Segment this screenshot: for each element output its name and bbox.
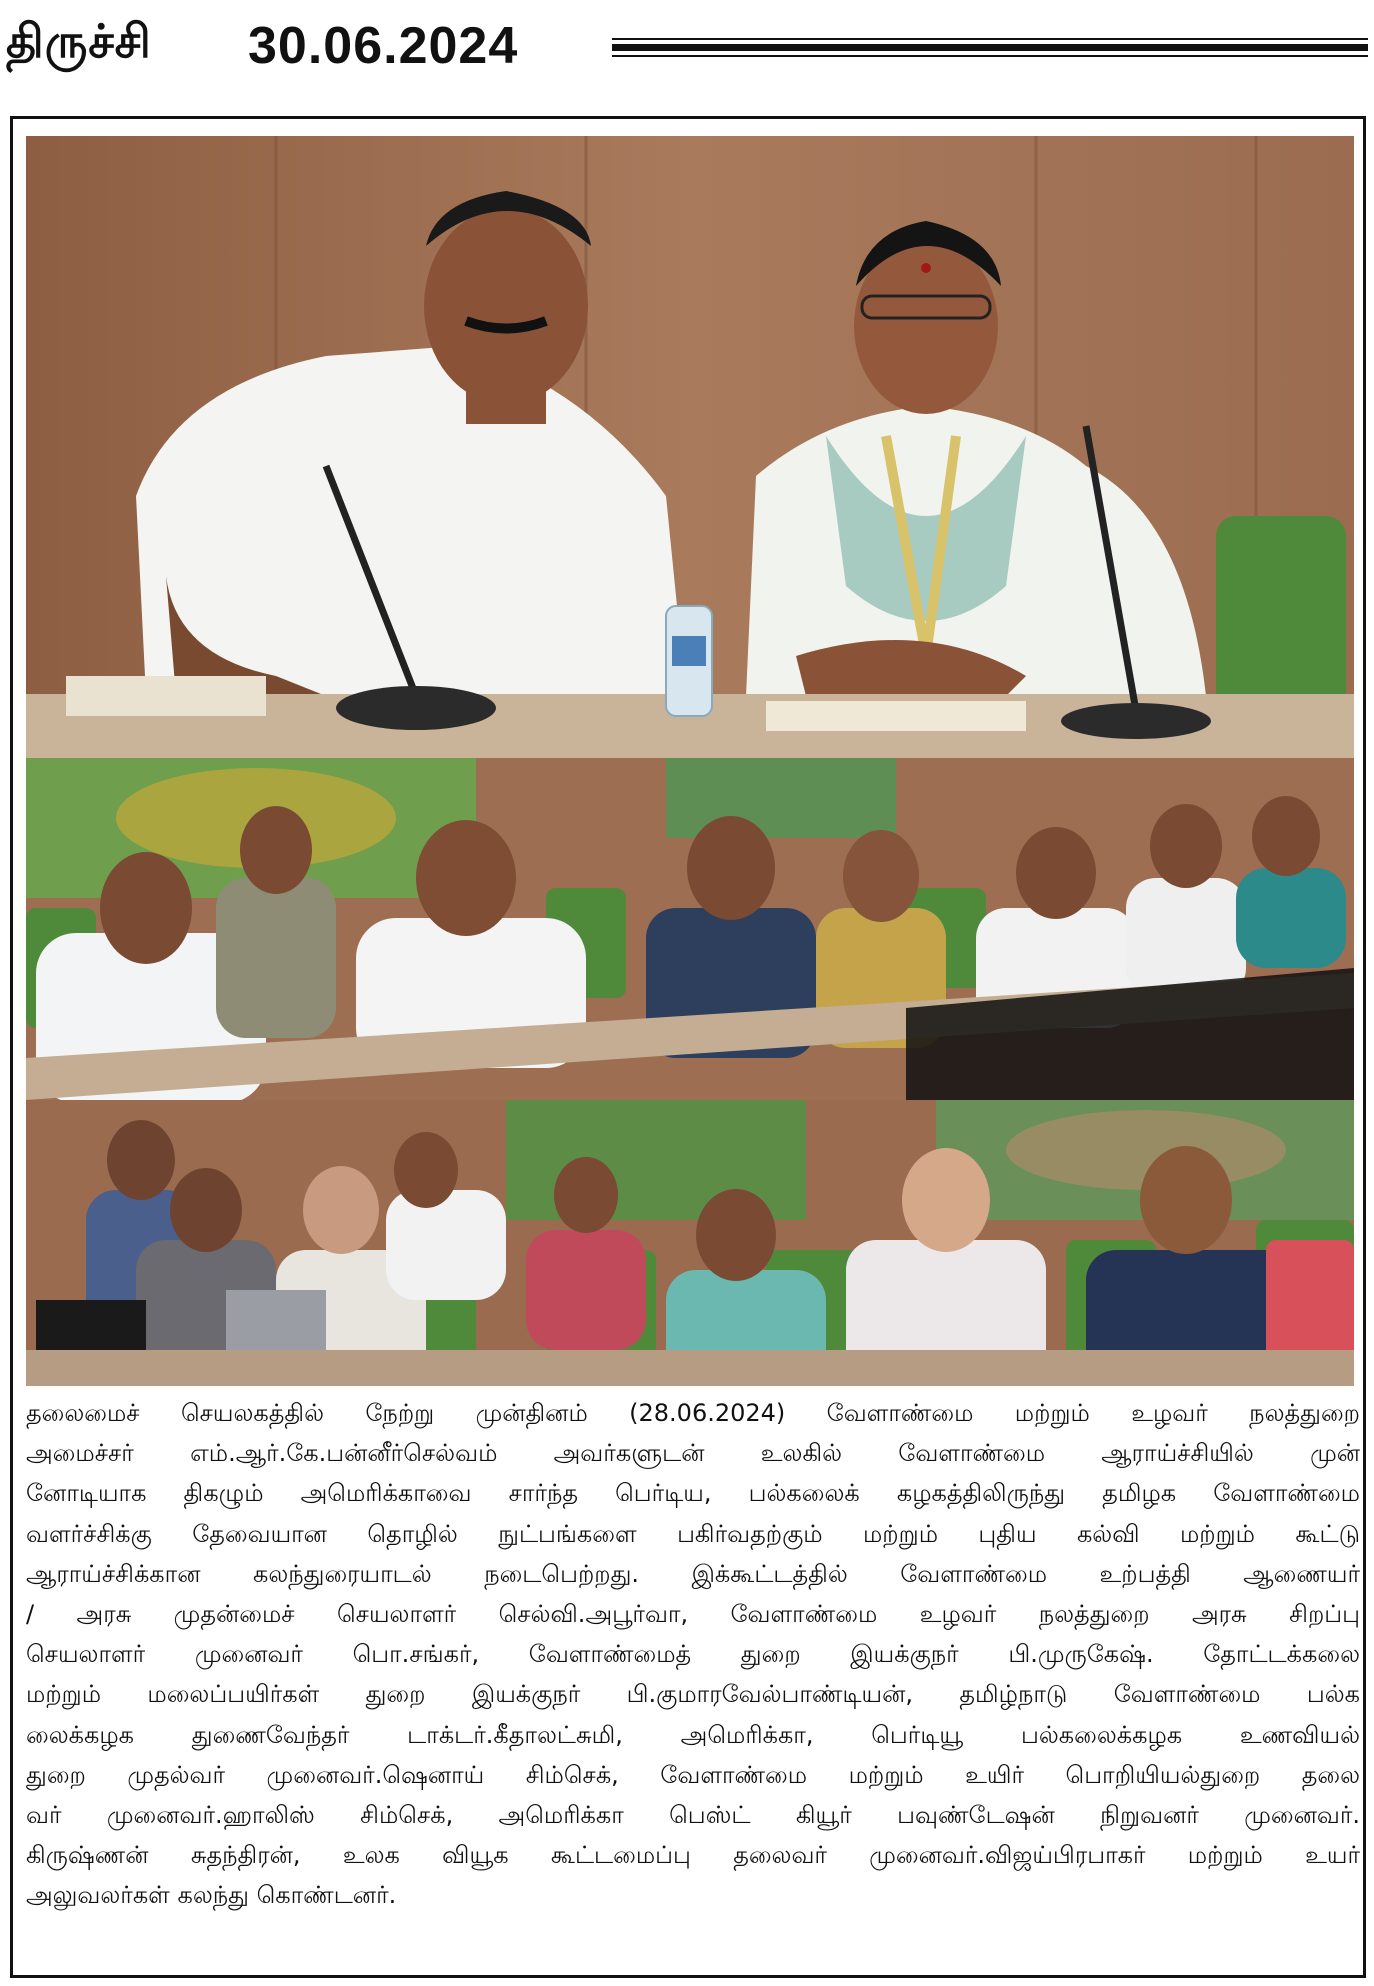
caption-line: / அரசு முதன்மைச் செயலாளர் செல்வி.அபூர்வா, வேளாண்மை உழவர் நலத்துறை அரசு சிறப்பு [26, 1599, 1360, 1628]
caption-line: னோடியாக திகழும் அமெரிக்காவை சார்ந்த பெர்டிய, பல்கலைக் கழகத்திலிருந்து தமிழக வேளாண்மை [26, 1479, 1360, 1508]
caption-line: மற்றும் மலைப்பயிர்கள் துறை இயக்குநர் பி.குமாரவேல்பாண்டியன், தமிழ்நாடு வேளாண்மை பல்க [26, 1680, 1360, 1709]
edition-date: 30.06.2024 [248, 17, 519, 75]
meeting-photo-ministers-icon [26, 136, 1354, 758]
caption-line: ஆராய்ச்சிக்கான கலந்துரையாடல் நடைபெற்றது. இக்கூட்டத்தில் வேளாண்மை உற்பத்தி ஆணையர் [26, 1559, 1360, 1588]
caption-line: வர் முனைவர்.ஹாலிஸ் சிம்செக், அமெரிக்கா பெஸ்ட் கியூர் பவுண்டேஷன் நிறுவனர் முனைவர். [26, 1800, 1360, 1829]
header-rule [612, 38, 1368, 40]
meeting-photo-delegates-icon [26, 1100, 1354, 1386]
caption-line: அலுவலர்கள் கலந்து கொண்டனர். [26, 1881, 397, 1910]
header-rule [612, 55, 1368, 57]
meeting-photo-officials-icon [26, 758, 1354, 1100]
caption-line: தலைமைச் செயலகத்தில் நேற்று முன்தினம் (28.06.2024) வேளாண்மை மற்றும் உழவர் நலத்துறை [26, 1399, 1360, 1427]
header-rule [612, 44, 1368, 51]
caption-line: லைக்கழக துணைவேந்தர் டாக்டர்.கீதாலட்சுமி, அமெரிக்கா, பெர்டியூ பல்கலைக்கழக உணவியல் [26, 1720, 1360, 1749]
caption-line: துறை முதல்வர் முனைவர்.ஷெனாய் சிம்செக், வேளாண்மை மற்றும் உயிர் பொறியியல்துறை தலை [26, 1760, 1360, 1789]
caption-line: அமைச்சர் எம்.ஆர்.கே.பன்னீர்செல்வம் அவர்களுடன் உலகில் வேளாண்மை ஆராய்ச்சியில் முன் [26, 1439, 1360, 1468]
photo-ministers [26, 136, 1354, 758]
page-header [0, 0, 1374, 100]
caption-line: கிருஷ்ணன் சுதந்திரன், உலக வியூக கூட்டமைப்பு தலைவர் முனைவர்.விஜய்பிரபாகர் மற்றும் உயர் [26, 1841, 1360, 1870]
article-caption [26, 1393, 1360, 1915]
edition-city: திருச்சி [6, 14, 152, 68]
photo-officials [26, 758, 1354, 1100]
photo-delegates [26, 1100, 1354, 1386]
caption-line: செயலாளர் முனைவர் பொ.சங்கர், வேளாண்மைத் துறை இயக்குநர் பி.முருகேஷ். தோட்டக்கலை [26, 1640, 1360, 1669]
caption-line: வளர்ச்சிக்கு தேவையான தொழில் நுட்பங்களை பகிர்வதற்கும் மற்றும் புதிய கல்வி மற்றும் கூட்டு [26, 1519, 1360, 1548]
